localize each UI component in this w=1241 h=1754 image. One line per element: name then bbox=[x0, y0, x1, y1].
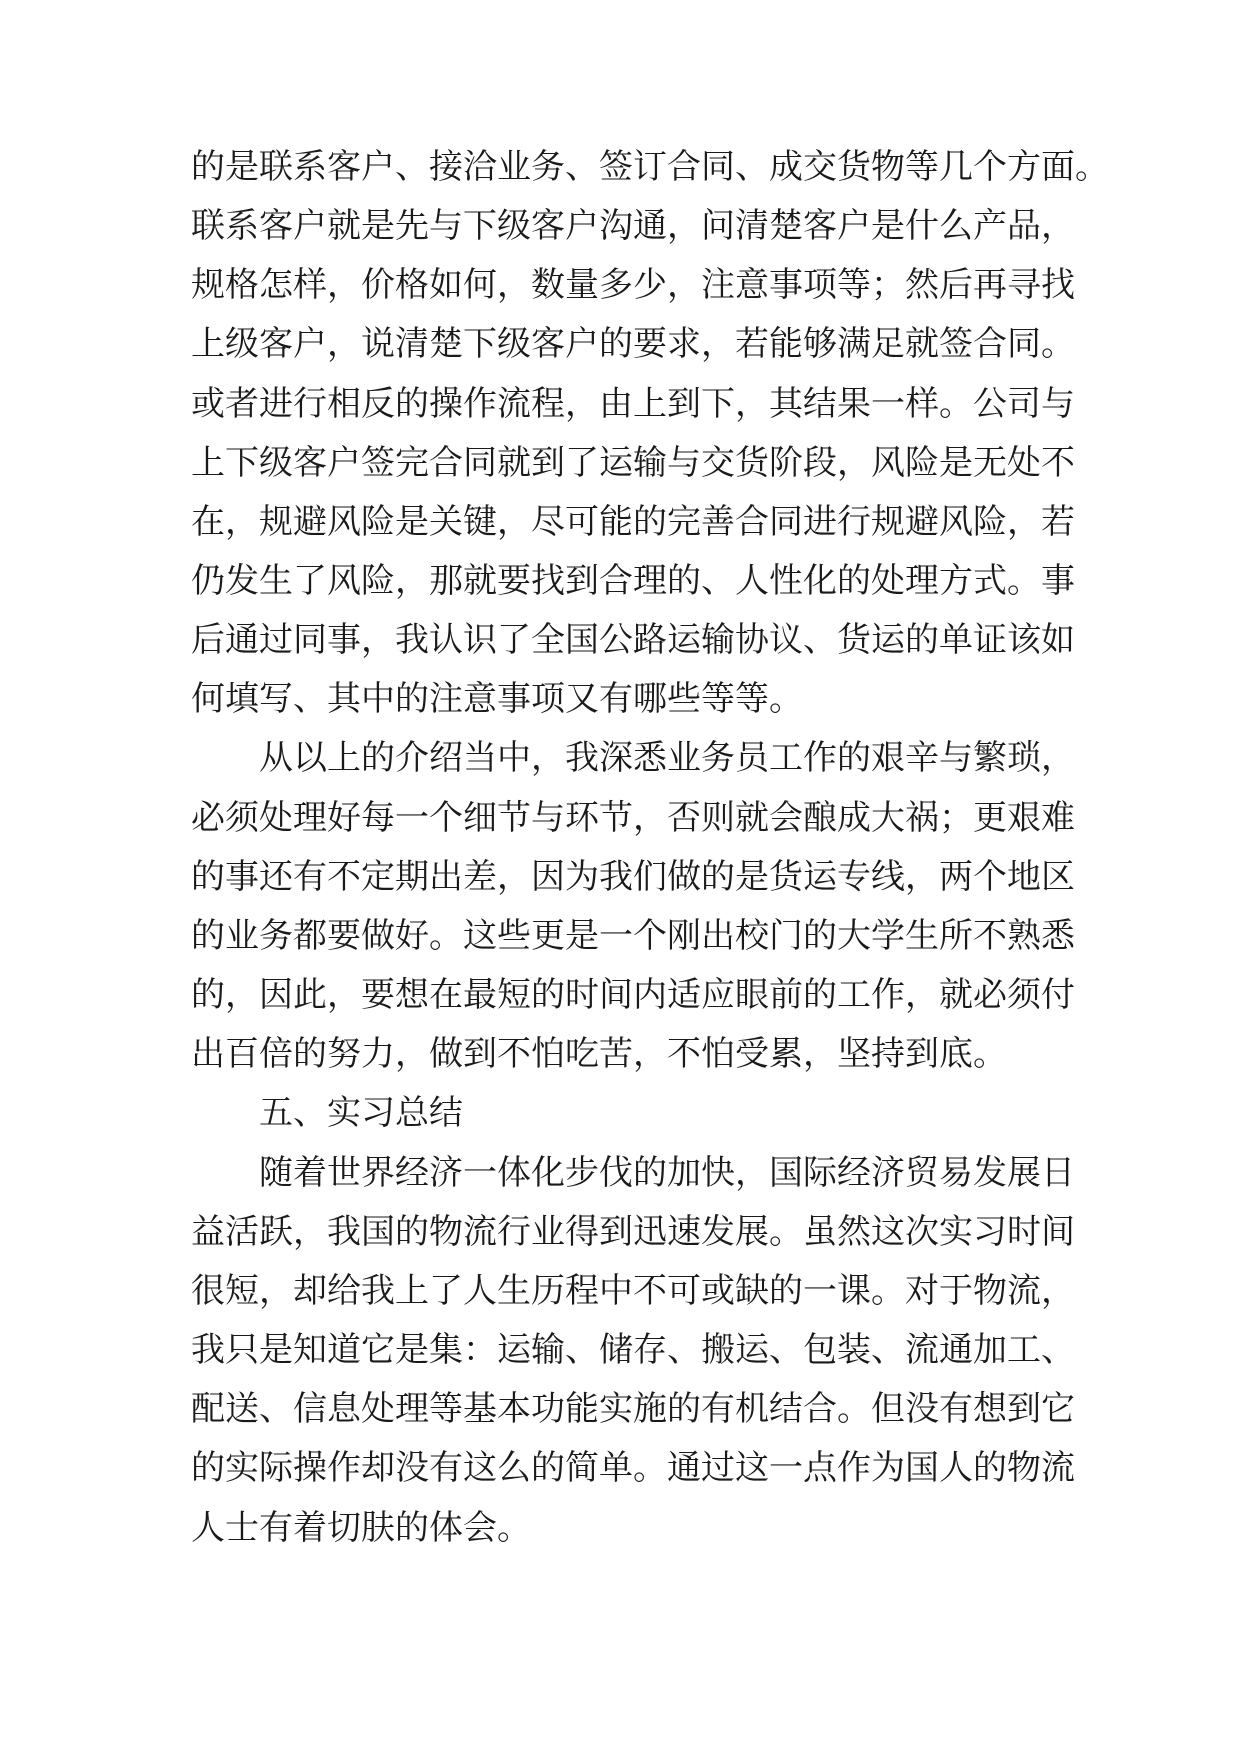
text-line: 配送、信息处理等基本功能实施的有机结合。但没有想到它 bbox=[191, 1389, 1075, 1429]
text-line: 后通过同事，我认识了全国公路运输协议、货运的单证该如 bbox=[191, 620, 1075, 660]
text-line: 规格怎样，价格如何，数量多少，注意事项等；然后再寻找 bbox=[191, 265, 1075, 305]
text-line: 出百倍的努力，做到不怕吃苦，不怕受累，坚持到底。 bbox=[191, 1034, 1007, 1074]
text-line: 仍发生了风险，那就要找到合理的、人性化的处理方式。事 bbox=[191, 561, 1075, 601]
text-line: 很短，却给我上了人生历程中不可或缺的一课。对于物流， bbox=[191, 1271, 1075, 1311]
text-line: 人士有着切肤的体会。 bbox=[191, 1508, 531, 1548]
text-line: 的业务都要做好。这些更是一个刚出校门的大学生所不熟悉 bbox=[191, 916, 1075, 956]
text-line: 的，因此，要想在最短的时间内适应眼前的工作，就必须付 bbox=[191, 975, 1075, 1015]
text-line: 上下级客户签完合同就到了运输与交货阶段，风险是无处不 bbox=[191, 443, 1075, 483]
text-line: 的实际操作却没有这么的简单。通过这一点作为国人的物流 bbox=[191, 1448, 1075, 1488]
text-line: 的是联系客户、接洽业务、签订合同、成交货物等几个方面。 bbox=[191, 147, 1109, 187]
text-line: 益活跃，我国的物流行业得到迅速发展。虽然这次实习时间 bbox=[191, 1212, 1075, 1252]
text-line: 的事还有不定期出差，因为我们做的是货运专线，两个地区 bbox=[191, 857, 1075, 897]
text-line: 我只是知道它是集：运输、储存、搬运、包装、流通加工、 bbox=[191, 1330, 1075, 1370]
paragraph-first-line: 从以上的介绍当中，我深悉业务员工作的艰辛与繁琐， bbox=[259, 738, 1075, 778]
text-line: 在，规避风险是关键，尽可能的完善合同进行规避风险，若 bbox=[191, 502, 1075, 542]
text-line: 联系客户就是先与下级客户沟通，问清楚客户是什么产品， bbox=[191, 206, 1075, 246]
paragraph-first-line: 随着世界经济一体化步伐的加快，国际经济贸易发展日 bbox=[259, 1153, 1075, 1193]
text-line: 何填写、其中的注意事项又有哪些等等。 bbox=[191, 679, 803, 719]
section-heading: 五、实习总结 bbox=[259, 1093, 463, 1133]
text-line: 或者进行相反的操作流程，由上到下，其结果一样。公司与 bbox=[191, 384, 1075, 424]
text-line: 上级客户，说清楚下级客户的要求，若能够满足就签合同。 bbox=[191, 324, 1075, 364]
text-line: 必须处理好每一个细节与环节，否则就会酿成大祸；更艰难 bbox=[191, 798, 1075, 838]
